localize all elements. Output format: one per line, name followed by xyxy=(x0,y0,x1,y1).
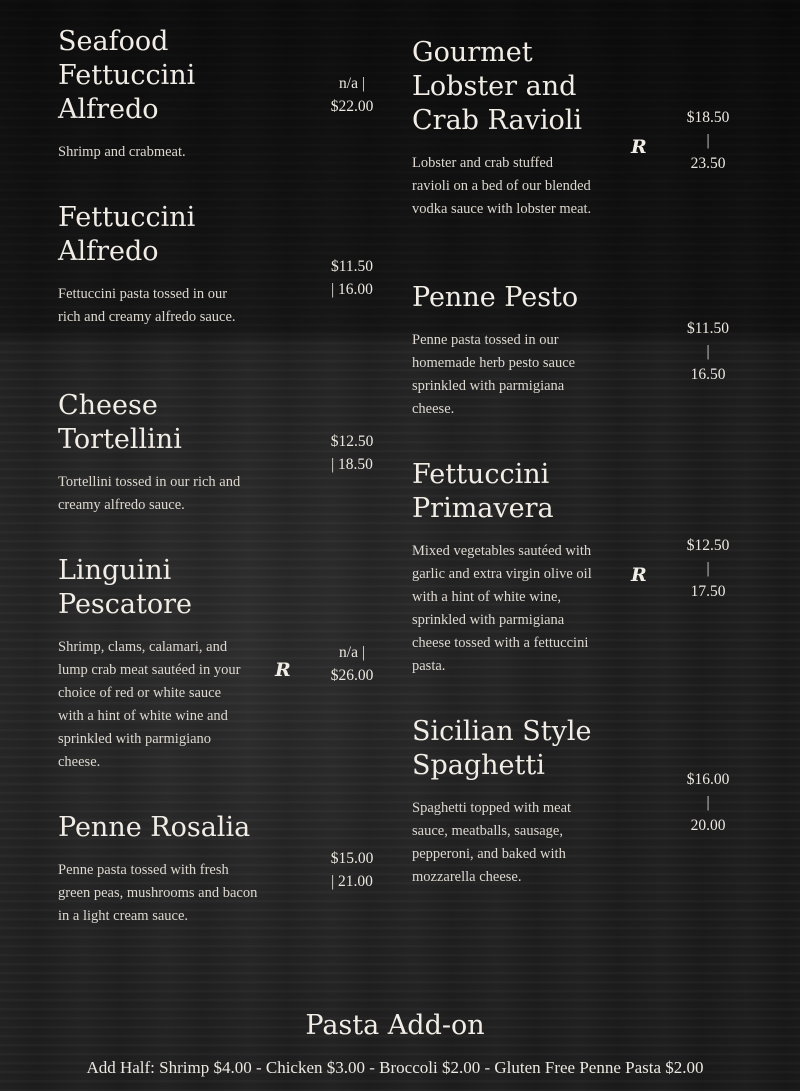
menu-item xyxy=(58,811,258,928)
price-line: | 18.50 xyxy=(331,456,373,473)
item-price xyxy=(312,430,392,476)
item-price xyxy=(668,106,748,175)
price-line: $22.00 xyxy=(330,98,374,115)
house-special-icon: R xyxy=(275,659,291,681)
price-line: 17.50 xyxy=(690,583,726,600)
item-description: Penne pasta tossed in our homemade herb pesto sauce sprinkled with parmigiana cheese. xyxy=(412,332,576,417)
item-price xyxy=(312,641,392,687)
price-line: n/a | xyxy=(339,644,365,661)
price-line: $11.50 xyxy=(330,258,374,275)
menu-item xyxy=(58,389,248,517)
price-line: 16.50 xyxy=(690,366,726,383)
price-line: $26.00 xyxy=(330,667,374,684)
item-name: Gourmet Lobster and Crab Ravioli xyxy=(412,37,582,136)
price-line: $16.00 xyxy=(686,771,730,788)
menu-item xyxy=(412,715,592,889)
item-name: Seafood Fettuccini Alfredo xyxy=(58,26,196,125)
item-price xyxy=(668,317,748,386)
item-name: Penne Rosalia xyxy=(58,812,251,843)
menu-item xyxy=(58,554,248,774)
price-line: | 16.00 xyxy=(331,281,373,298)
price-line: $11.50 xyxy=(686,320,730,337)
price-line: $18.50 xyxy=(686,109,730,126)
price-line: 23.50 xyxy=(690,155,726,172)
item-name: Fettuccini Primavera xyxy=(412,459,554,524)
item-description: Shrimp, clams, calamari, and lump crab meat sautéed in your choice of red or white sauce with a hint of white wine and sprinkled with parmigiano cheese. xyxy=(58,639,241,770)
price-line: | 21.00 xyxy=(331,873,373,890)
menu-item xyxy=(412,281,592,421)
item-price xyxy=(668,768,748,837)
price-line: $12.50 xyxy=(330,433,374,450)
item-name: Cheese Tortellini xyxy=(58,390,182,455)
item-description: Spaghetti topped with meat sauce, meatballs, sausage, pepperoni, and baked with mozzarella cheese. xyxy=(412,800,572,885)
house-special-icon: R xyxy=(631,136,647,158)
item-description: Lobster and crab stuffed ravioli on a bed of our blended vodka sauce with lobster meat. xyxy=(412,155,592,217)
menu-item xyxy=(58,201,248,329)
menu-item xyxy=(412,458,592,678)
price-line: | xyxy=(706,132,710,149)
item-price xyxy=(668,534,748,603)
item-price xyxy=(312,72,392,118)
price-line: $15.00 xyxy=(330,850,374,867)
item-price xyxy=(312,255,392,301)
price-line: n/a | xyxy=(339,75,365,92)
item-description: Fettuccini pasta tossed in our rich and creamy alfredo sauce. xyxy=(58,286,236,325)
menu-item xyxy=(412,36,592,221)
price-line: | xyxy=(706,560,710,577)
item-description: Shrimp and crabmeat. xyxy=(58,144,186,160)
menu-item xyxy=(58,25,248,164)
price-line: 20.00 xyxy=(690,817,726,834)
item-description: Penne pasta tossed with fresh green peas, mushrooms and bacon in a light cream sauce. xyxy=(58,862,258,924)
item-name: Penne Pesto xyxy=(412,282,579,313)
addon-title: Pasta Add-on xyxy=(305,1010,485,1041)
price-line: $12.50 xyxy=(686,537,730,554)
item-name: Fettuccini Alfredo xyxy=(58,202,196,267)
price-line: | xyxy=(706,343,710,360)
item-description: Tortellini tossed in our rich and creamy alfredo sauce. xyxy=(58,474,241,513)
house-special-icon: R xyxy=(631,564,647,586)
price-line: | xyxy=(706,794,710,811)
item-name: Sicilian Style Spaghetti xyxy=(412,716,592,781)
addon-text: Add Half: Shrimp $4.00 - Chicken $3.00 - Broccoli $2.00 - Gluten Free Penne Pasta $2.00 xyxy=(86,1058,704,1077)
item-price xyxy=(312,847,392,893)
item-description: Mixed vegetables sautéed with garlic and extra virgin olive oil with a hint of white wine, sprinkled with parmigiana cheese tossed with a fettuccini pasta. xyxy=(412,543,592,674)
item-name: Linguini Pescatore xyxy=(58,555,192,620)
